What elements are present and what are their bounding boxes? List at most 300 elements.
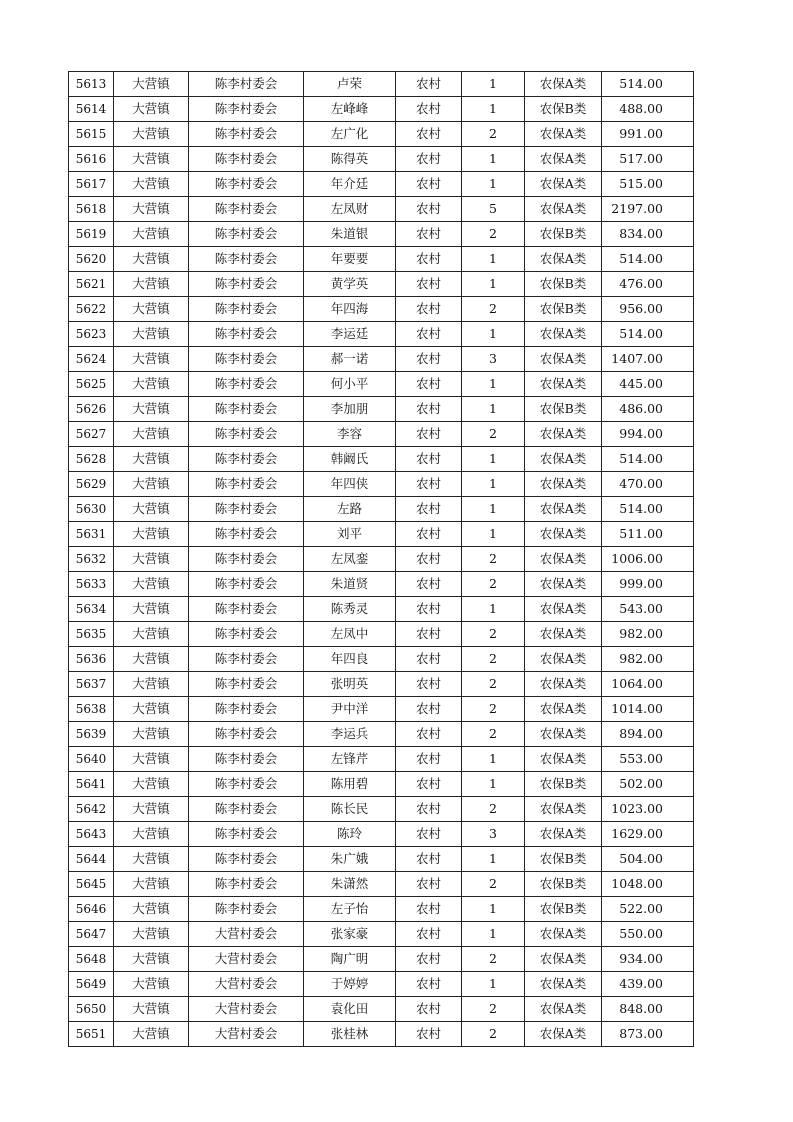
person-name-cell: 韩阚氏 [304, 447, 396, 472]
insurance-class-cell: 农保A类 [525, 622, 602, 647]
insurance-class-cell: 农保A类 [525, 247, 602, 272]
row-id-cell: 5645 [69, 872, 114, 897]
area-type-cell: 农村 [396, 822, 462, 847]
person-name-cell: 于婷婷 [304, 972, 396, 997]
table-row [69, 497, 694, 522]
table-row [69, 922, 694, 947]
person-name-cell: 左凤中 [304, 622, 396, 647]
area-type-cell: 农村 [396, 272, 462, 297]
amount-cell: 1023.00 [602, 797, 694, 822]
insurance-class-cell: 农保B类 [525, 397, 602, 422]
village-committee-cell: 陈李村委会 [189, 872, 304, 897]
table-row [69, 472, 694, 497]
insurance-class-cell: 农保A类 [525, 522, 602, 547]
area-type-cell: 农村 [396, 697, 462, 722]
person-name-cell: 陈长民 [304, 797, 396, 822]
town-cell: 大营镇 [114, 847, 189, 872]
amount-cell: 515.00 [602, 172, 694, 197]
person-name-cell: 年要要 [304, 247, 396, 272]
area-type-cell: 农村 [396, 947, 462, 972]
insurance-class-cell: 农保B类 [525, 897, 602, 922]
row-id-cell: 5632 [69, 547, 114, 572]
insurance-class-cell: 农保A类 [525, 722, 602, 747]
village-committee-cell: 陈李村委会 [189, 297, 304, 322]
table-row [69, 797, 694, 822]
area-type-cell: 农村 [396, 572, 462, 597]
row-id-cell: 5617 [69, 172, 114, 197]
table-row [69, 672, 694, 697]
town-cell: 大营镇 [114, 997, 189, 1022]
table-row [69, 322, 694, 347]
row-id-cell: 5629 [69, 472, 114, 497]
table-row [69, 572, 694, 597]
row-id-cell: 5648 [69, 947, 114, 972]
table-row [69, 622, 694, 647]
town-cell: 大营镇 [114, 672, 189, 697]
person-name-cell: 陈得英 [304, 147, 396, 172]
village-committee-cell: 陈李村委会 [189, 597, 304, 622]
area-type-cell: 农村 [396, 297, 462, 322]
village-committee-cell: 陈李村委会 [189, 472, 304, 497]
town-cell: 大营镇 [114, 472, 189, 497]
person-name-cell: 朱广娥 [304, 847, 396, 872]
insurance-class-cell: 农保A类 [525, 422, 602, 447]
town-cell: 大营镇 [114, 297, 189, 322]
person-name-cell: 李加朋 [304, 397, 396, 422]
household-size-cell: 3 [462, 347, 525, 372]
amount-cell: 873.00 [602, 1022, 694, 1047]
insurance-class-cell: 农保A类 [525, 147, 602, 172]
town-cell: 大营镇 [114, 572, 189, 597]
town-cell: 大营镇 [114, 872, 189, 897]
person-name-cell: 左凤銮 [304, 547, 396, 572]
area-type-cell: 农村 [396, 447, 462, 472]
village-committee-cell: 陈李村委会 [189, 572, 304, 597]
insurance-class-cell: 农保A类 [525, 347, 602, 372]
insurance-class-cell: 农保B类 [525, 97, 602, 122]
area-type-cell: 农村 [396, 397, 462, 422]
row-id-cell: 5634 [69, 597, 114, 622]
insurance-class-cell: 农保A类 [525, 472, 602, 497]
town-cell: 大营镇 [114, 697, 189, 722]
household-size-cell: 1 [462, 497, 525, 522]
insurance-class-cell: 农保A类 [525, 922, 602, 947]
row-id-cell: 5622 [69, 297, 114, 322]
table-row [69, 97, 694, 122]
town-cell: 大营镇 [114, 222, 189, 247]
table-row [69, 522, 694, 547]
row-id-cell: 5633 [69, 572, 114, 597]
table-row [69, 822, 694, 847]
amount-cell: 514.00 [602, 447, 694, 472]
person-name-cell: 李容 [304, 422, 396, 447]
household-size-cell: 2 [462, 422, 525, 447]
area-type-cell: 农村 [396, 372, 462, 397]
amount-cell: 550.00 [602, 922, 694, 947]
amount-cell: 504.00 [602, 847, 694, 872]
household-size-cell: 2 [462, 647, 525, 672]
amount-cell: 488.00 [602, 97, 694, 122]
town-cell: 大营镇 [114, 372, 189, 397]
insurance-class-cell: 农保A类 [525, 797, 602, 822]
household-size-cell: 5 [462, 197, 525, 222]
amount-cell: 894.00 [602, 722, 694, 747]
area-type-cell: 农村 [396, 197, 462, 222]
amount-cell: 999.00 [602, 572, 694, 597]
household-size-cell: 1 [462, 472, 525, 497]
amount-cell: 1407.00 [602, 347, 694, 372]
insurance-class-cell: 农保A类 [525, 122, 602, 147]
town-cell: 大营镇 [114, 747, 189, 772]
area-type-cell: 农村 [396, 97, 462, 122]
row-id-cell: 5636 [69, 647, 114, 672]
household-size-cell: 2 [462, 797, 525, 822]
area-type-cell: 农村 [396, 922, 462, 947]
table-row [69, 197, 694, 222]
amount-cell: 1048.00 [602, 872, 694, 897]
amount-cell: 934.00 [602, 947, 694, 972]
household-size-cell: 1 [462, 397, 525, 422]
person-name-cell: 左凤财 [304, 197, 396, 222]
benefit-roster-table [68, 71, 694, 1047]
household-size-cell: 1 [462, 322, 525, 347]
village-committee-cell: 陈李村委会 [189, 372, 304, 397]
row-id-cell: 5642 [69, 797, 114, 822]
table-row [69, 597, 694, 622]
area-type-cell: 农村 [396, 647, 462, 672]
household-size-cell: 2 [462, 947, 525, 972]
village-committee-cell: 陈李村委会 [189, 622, 304, 647]
village-committee-cell: 陈李村委会 [189, 447, 304, 472]
town-cell: 大营镇 [114, 972, 189, 997]
amount-cell: 511.00 [602, 522, 694, 547]
area-type-cell: 农村 [396, 347, 462, 372]
amount-cell: 502.00 [602, 772, 694, 797]
village-committee-cell: 陈李村委会 [189, 247, 304, 272]
row-id-cell: 5640 [69, 747, 114, 772]
household-size-cell: 2 [462, 872, 525, 897]
town-cell: 大营镇 [114, 122, 189, 147]
area-type-cell: 农村 [396, 772, 462, 797]
row-id-cell: 5613 [69, 72, 114, 97]
row-id-cell: 5618 [69, 197, 114, 222]
person-name-cell: 朱道贤 [304, 572, 396, 597]
insurance-class-cell: 农保A类 [525, 547, 602, 572]
table-body [69, 72, 694, 1047]
village-committee-cell: 大营村委会 [189, 997, 304, 1022]
area-type-cell: 农村 [396, 722, 462, 747]
household-size-cell: 1 [462, 772, 525, 797]
village-committee-cell: 陈李村委会 [189, 397, 304, 422]
amount-cell: 486.00 [602, 397, 694, 422]
village-committee-cell: 陈李村委会 [189, 522, 304, 547]
town-cell: 大营镇 [114, 247, 189, 272]
insurance-class-cell: 农保A类 [525, 447, 602, 472]
row-id-cell: 5620 [69, 247, 114, 272]
row-id-cell: 5651 [69, 1022, 114, 1047]
amount-cell: 956.00 [602, 297, 694, 322]
amount-cell: 522.00 [602, 897, 694, 922]
household-size-cell: 1 [462, 372, 525, 397]
person-name-cell: 刘平 [304, 522, 396, 547]
row-id-cell: 5649 [69, 972, 114, 997]
town-cell: 大营镇 [114, 922, 189, 947]
town-cell: 大营镇 [114, 897, 189, 922]
household-size-cell: 2 [462, 297, 525, 322]
row-id-cell: 5621 [69, 272, 114, 297]
amount-cell: 439.00 [602, 972, 694, 997]
household-size-cell: 1 [462, 147, 525, 172]
person-name-cell: 李运兵 [304, 722, 396, 747]
insurance-class-cell: 农保B类 [525, 847, 602, 872]
area-type-cell: 农村 [396, 797, 462, 822]
town-cell: 大营镇 [114, 822, 189, 847]
village-committee-cell: 陈李村委会 [189, 197, 304, 222]
amount-cell: 2197.00 [602, 197, 694, 222]
village-committee-cell: 陈李村委会 [189, 97, 304, 122]
insurance-class-cell: 农保A类 [525, 647, 602, 672]
area-type-cell: 农村 [396, 497, 462, 522]
area-type-cell: 农村 [396, 522, 462, 547]
town-cell: 大营镇 [114, 1022, 189, 1047]
area-type-cell: 农村 [396, 972, 462, 997]
village-committee-cell: 陈李村委会 [189, 72, 304, 97]
amount-cell: 543.00 [602, 597, 694, 622]
village-committee-cell: 大营村委会 [189, 1022, 304, 1047]
row-id-cell: 5614 [69, 97, 114, 122]
insurance-class-cell: 农保A类 [525, 997, 602, 1022]
table-row [69, 122, 694, 147]
village-committee-cell: 陈李村委会 [189, 172, 304, 197]
village-committee-cell: 陈李村委会 [189, 647, 304, 672]
village-committee-cell: 陈李村委会 [189, 722, 304, 747]
table-row [69, 347, 694, 372]
village-committee-cell: 陈李村委会 [189, 672, 304, 697]
village-committee-cell: 陈李村委会 [189, 122, 304, 147]
household-size-cell: 1 [462, 597, 525, 622]
village-committee-cell: 陈李村委会 [189, 547, 304, 572]
table-row [69, 747, 694, 772]
person-name-cell: 袁化田 [304, 997, 396, 1022]
amount-cell: 991.00 [602, 122, 694, 147]
row-id-cell: 5641 [69, 772, 114, 797]
household-size-cell: 2 [462, 997, 525, 1022]
town-cell: 大营镇 [114, 272, 189, 297]
table-row [69, 247, 694, 272]
row-id-cell: 5615 [69, 122, 114, 147]
area-type-cell: 农村 [396, 72, 462, 97]
household-size-cell: 1 [462, 97, 525, 122]
insurance-class-cell: 农保B类 [525, 872, 602, 897]
town-cell: 大营镇 [114, 772, 189, 797]
amount-cell: 982.00 [602, 622, 694, 647]
person-name-cell: 左峰峰 [304, 97, 396, 122]
amount-cell: 514.00 [602, 497, 694, 522]
town-cell: 大营镇 [114, 422, 189, 447]
person-name-cell: 黄学英 [304, 272, 396, 297]
area-type-cell: 农村 [396, 172, 462, 197]
row-id-cell: 5647 [69, 922, 114, 947]
amount-cell: 517.00 [602, 147, 694, 172]
village-committee-cell: 陈李村委会 [189, 822, 304, 847]
household-size-cell: 1 [462, 972, 525, 997]
household-size-cell: 1 [462, 172, 525, 197]
town-cell: 大营镇 [114, 97, 189, 122]
village-committee-cell: 大营村委会 [189, 972, 304, 997]
household-size-cell: 2 [462, 572, 525, 597]
town-cell: 大营镇 [114, 347, 189, 372]
household-size-cell: 2 [462, 697, 525, 722]
village-committee-cell: 陈李村委会 [189, 272, 304, 297]
person-name-cell: 朱潇然 [304, 872, 396, 897]
area-type-cell: 农村 [396, 672, 462, 697]
household-size-cell: 2 [462, 672, 525, 697]
village-committee-cell: 陈李村委会 [189, 747, 304, 772]
table-row [69, 772, 694, 797]
table-row [69, 897, 694, 922]
insurance-class-cell: 农保A类 [525, 672, 602, 697]
person-name-cell: 何小平 [304, 372, 396, 397]
insurance-class-cell: 农保A类 [525, 572, 602, 597]
row-id-cell: 5624 [69, 347, 114, 372]
village-committee-cell: 陈李村委会 [189, 772, 304, 797]
town-cell: 大营镇 [114, 647, 189, 672]
amount-cell: 470.00 [602, 472, 694, 497]
town-cell: 大营镇 [114, 447, 189, 472]
household-size-cell: 1 [462, 72, 525, 97]
table-row [69, 172, 694, 197]
insurance-class-cell: 农保A类 [525, 197, 602, 222]
table-row [69, 722, 694, 747]
row-id-cell: 5639 [69, 722, 114, 747]
person-name-cell: 左路 [304, 497, 396, 522]
amount-cell: 848.00 [602, 997, 694, 1022]
town-cell: 大营镇 [114, 322, 189, 347]
insurance-class-cell: 农保A类 [525, 947, 602, 972]
village-committee-cell: 陈李村委会 [189, 797, 304, 822]
table-row [69, 372, 694, 397]
village-committee-cell: 陈李村委会 [189, 422, 304, 447]
table-row [69, 647, 694, 672]
table-row [69, 147, 694, 172]
row-id-cell: 5616 [69, 147, 114, 172]
person-name-cell: 李运廷 [304, 322, 396, 347]
area-type-cell: 农村 [396, 897, 462, 922]
village-committee-cell: 陈李村委会 [189, 222, 304, 247]
person-name-cell: 陈秀灵 [304, 597, 396, 622]
person-name-cell: 张明英 [304, 672, 396, 697]
table-row [69, 272, 694, 297]
town-cell: 大营镇 [114, 147, 189, 172]
area-type-cell: 农村 [396, 872, 462, 897]
insurance-class-cell: 农保B类 [525, 222, 602, 247]
insurance-class-cell: 农保B类 [525, 272, 602, 297]
area-type-cell: 农村 [396, 1022, 462, 1047]
village-committee-cell: 陈李村委会 [189, 497, 304, 522]
town-cell: 大营镇 [114, 622, 189, 647]
person-name-cell: 张家豪 [304, 922, 396, 947]
row-id-cell: 5637 [69, 672, 114, 697]
row-id-cell: 5638 [69, 697, 114, 722]
village-committee-cell: 大营村委会 [189, 922, 304, 947]
table-row [69, 447, 694, 472]
insurance-class-cell: 农保A类 [525, 372, 602, 397]
table-row [69, 222, 694, 247]
table-row [69, 947, 694, 972]
amount-cell: 1629.00 [602, 822, 694, 847]
area-type-cell: 农村 [396, 247, 462, 272]
table-row [69, 697, 694, 722]
town-cell: 大营镇 [114, 397, 189, 422]
town-cell: 大营镇 [114, 197, 189, 222]
town-cell: 大营镇 [114, 547, 189, 572]
household-size-cell: 1 [462, 272, 525, 297]
row-id-cell: 5626 [69, 397, 114, 422]
row-id-cell: 5630 [69, 497, 114, 522]
town-cell: 大营镇 [114, 497, 189, 522]
insurance-class-cell: 农保A类 [525, 822, 602, 847]
village-committee-cell: 大营村委会 [189, 947, 304, 972]
town-cell: 大营镇 [114, 797, 189, 822]
table-row [69, 997, 694, 1022]
household-size-cell: 1 [462, 447, 525, 472]
insurance-class-cell: 农保A类 [525, 72, 602, 97]
row-id-cell: 5635 [69, 622, 114, 647]
person-name-cell: 陶广明 [304, 947, 396, 972]
insurance-class-cell: 农保A类 [525, 322, 602, 347]
household-size-cell: 2 [462, 222, 525, 247]
row-id-cell: 5646 [69, 897, 114, 922]
table-row [69, 972, 694, 997]
household-size-cell: 1 [462, 247, 525, 272]
person-name-cell: 陈用碧 [304, 772, 396, 797]
area-type-cell: 农村 [396, 147, 462, 172]
row-id-cell: 5631 [69, 522, 114, 547]
town-cell: 大营镇 [114, 172, 189, 197]
person-name-cell: 郝一诺 [304, 347, 396, 372]
person-name-cell: 陈玲 [304, 822, 396, 847]
household-size-cell: 2 [462, 722, 525, 747]
person-name-cell: 年介廷 [304, 172, 396, 197]
town-cell: 大营镇 [114, 722, 189, 747]
insurance-class-cell: 农保A类 [525, 697, 602, 722]
table-row [69, 297, 694, 322]
household-size-cell: 2 [462, 547, 525, 572]
insurance-class-cell: 农保A类 [525, 1022, 602, 1047]
amount-cell: 514.00 [602, 322, 694, 347]
household-size-cell: 2 [462, 1022, 525, 1047]
person-name-cell: 年四海 [304, 297, 396, 322]
area-type-cell: 农村 [396, 997, 462, 1022]
amount-cell: 1006.00 [602, 547, 694, 572]
row-id-cell: 5650 [69, 997, 114, 1022]
insurance-class-cell: 农保A类 [525, 972, 602, 997]
household-size-cell: 2 [462, 622, 525, 647]
household-size-cell: 2 [462, 122, 525, 147]
household-size-cell: 1 [462, 522, 525, 547]
table-row [69, 422, 694, 447]
person-name-cell: 左广化 [304, 122, 396, 147]
village-committee-cell: 陈李村委会 [189, 897, 304, 922]
amount-cell: 553.00 [602, 747, 694, 772]
household-size-cell: 1 [462, 897, 525, 922]
person-name-cell: 左子怡 [304, 897, 396, 922]
insurance-class-cell: 农保A类 [525, 172, 602, 197]
row-id-cell: 5643 [69, 822, 114, 847]
person-name-cell: 年四良 [304, 647, 396, 672]
amount-cell: 834.00 [602, 222, 694, 247]
amount-cell: 514.00 [602, 72, 694, 97]
